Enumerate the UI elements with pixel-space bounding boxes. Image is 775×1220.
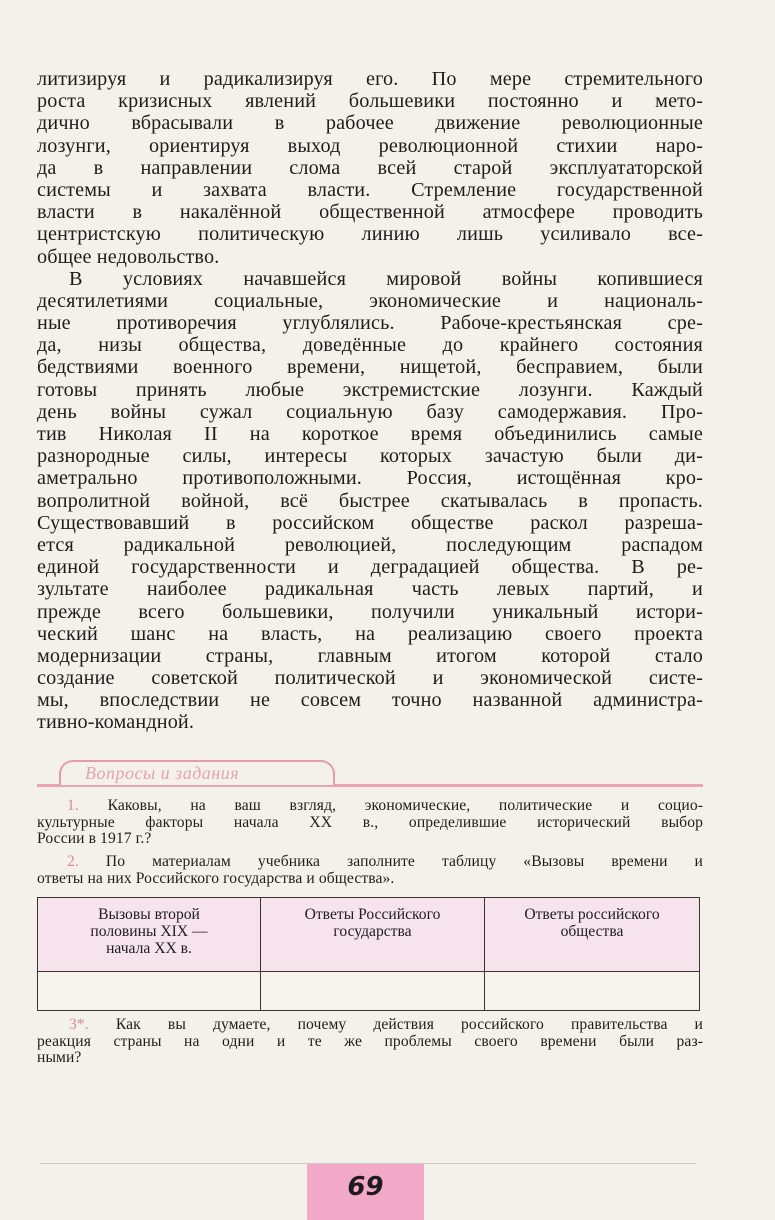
text-line: центристскую политическую линию лишь усиливало все- (37, 223, 703, 246)
main-text (37, 68, 703, 734)
text-line: власти в накалённой общественной атмосфере проводить (37, 201, 703, 224)
text-line: десятилетиями социальные, экономические и националь- (37, 289, 703, 312)
text-line: аметрально противоположными. Россия, истощённая кро- (37, 467, 703, 490)
challenges-table (37, 897, 700, 1011)
question-1-line-1: 1. Каковы, на ваш взгляд, экономические, политические и социо- (67, 797, 704, 814)
text-line: да в направлении слома всей старой эксплуататорской (37, 156, 703, 179)
text-line: бедствиями военного времени, нищетой, бесправием, были (37, 356, 703, 379)
text-line: зультате наиболее радикальная часть левых партий, и (37, 578, 703, 601)
text-line: прежде всего большевики, получили уникальный истори- (37, 600, 703, 623)
text-line: день войны сужал социальную базу самодержавия. Про- (37, 400, 703, 423)
question-1 (37, 798, 703, 848)
question-2-line-1: 2. По материалам учебника заполните таблицу «Вызовы времени и (67, 853, 703, 870)
text-line: ческий шанс на власть, на реализацию своего проекта (37, 622, 703, 645)
text-line: лозунги, ориентируя выход революционной стихии наро- (37, 134, 703, 157)
question-3-number: 3*. (69, 1016, 89, 1033)
text-line: тивно-командной. (37, 711, 195, 734)
text-line: ется радикальной революцией, последующим распадом (37, 533, 703, 556)
question-2-line-2: ответы на них Российского государства и общества». (37, 869, 395, 887)
text-line: мы, впоследствии не совсем точно названной администра- (37, 689, 703, 712)
table-header-state: Ответы Российского государства (261, 898, 485, 972)
question-2-number: 2. (67, 853, 79, 870)
page-number-box (307, 1164, 424, 1220)
text-line: Существовавший в российском обществе раскол разреша- (37, 511, 703, 534)
text-line: роста кризисных явлений большевики постоянно и мето- (37, 90, 703, 113)
questions-header (37, 758, 703, 788)
text-line: дично вбрасывали в рабочее движение революционные (37, 112, 703, 135)
text-line: ные противоречия углублялись. Рабоче-крестьянская сре- (37, 312, 703, 335)
question-3-line-3: ными? (37, 1049, 82, 1067)
text-line: литизируя и радикализируя его. По мере стремительного (37, 68, 703, 90)
table-cell-state[interactable] (261, 972, 485, 1011)
text-line: модернизации страны, главным итогом которой стало (37, 644, 703, 667)
question-1-line-3: России в 1917 г.? (37, 830, 152, 848)
header-pill (59, 760, 335, 785)
text-line: да, низы общества, доведённые до крайнего состояния (37, 334, 703, 357)
question-3-line-1: 3*. Как вы думаете, почему действия российского правительства и (69, 1016, 703, 1033)
question-2 (37, 854, 703, 887)
table-row (38, 972, 700, 1011)
question-3-line-2: реакция страны на одни и те же проблемы своего времени были раз- (37, 1032, 703, 1050)
text-line: создание советской политической и экономической систе- (37, 667, 703, 690)
questions-header-title: Вопросы и задания (85, 763, 240, 783)
table-header-society: Ответы российского общества (485, 898, 700, 972)
text-line: разнородные силы, интересы которых зачастую были ди- (37, 445, 703, 468)
table-header-challenges: Вызовы второй половины XIX — начала XX в. (38, 898, 261, 972)
question-1-number: 1. (67, 797, 79, 814)
table-cell-challenges[interactable] (38, 972, 261, 1011)
text-line: тив Николая II на короткое время объединились самые (37, 423, 703, 445)
text-line: В условиях начавшейся мировой войны копившиеся (69, 267, 703, 290)
text-line: вопролитной войной, всё быстрее скатывалась в пропасть. (37, 489, 703, 512)
text-line: системы и захвата власти. Стремление государственной (37, 178, 703, 201)
table-header-row (38, 898, 700, 972)
text-line: единой государственности и деградацией общества. В ре- (37, 556, 703, 579)
page-number: 69 (347, 1172, 384, 1202)
text-line: общее недовольство. (37, 245, 220, 268)
question-1-line-2: культурные факторы начала XX в., определившие исторический выбор (37, 813, 703, 831)
question-3 (37, 1017, 703, 1067)
text-line: готовы принять любые экстремистские лозунги. Каждый (37, 378, 703, 401)
table-cell-society[interactable] (485, 972, 700, 1011)
